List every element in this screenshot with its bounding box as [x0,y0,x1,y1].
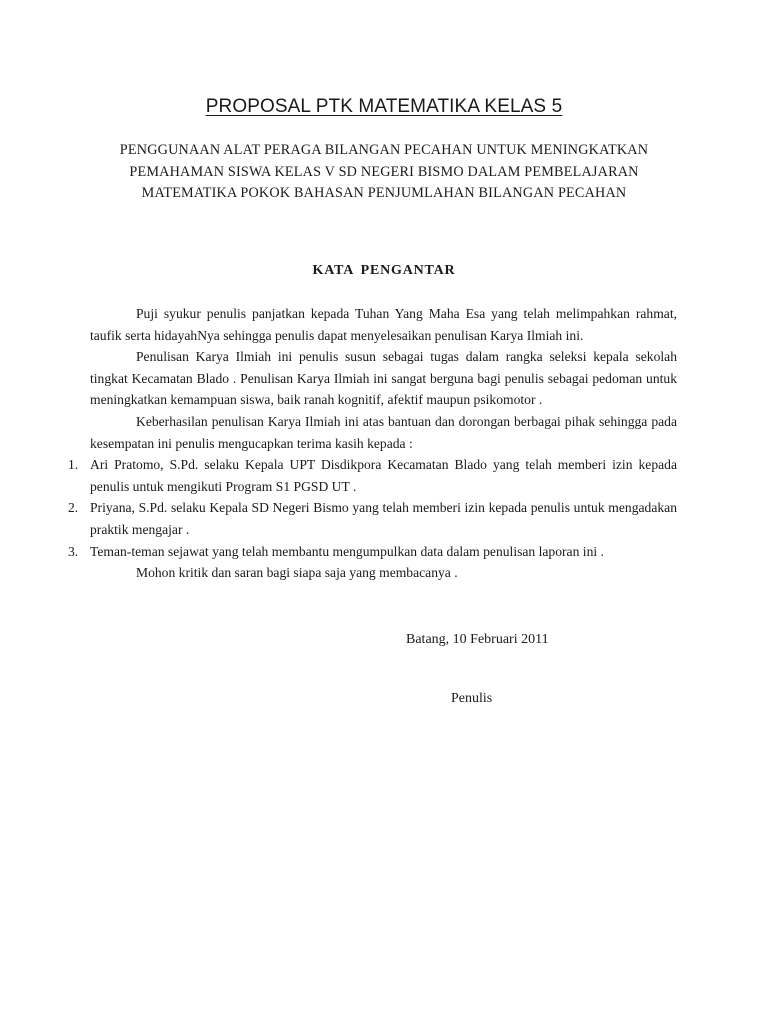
section-heading-kata-pengantar: KATA PENGANTAR [312,263,456,278]
list-item-text: Ari Pratomo, S.Pd. selaku Kepala UPT Disdikpora Kecamatan Blado yang telah memberi izin kepada penulis untuk mengikuti Program S1 PGSD UT . [90,457,677,494]
paragraph: Keberhasilan penulisan Karya Ilmiah ini atas bantuan dan dorongan berbagai pihak sehingga pada kesempatan ini penulis mengucapkan terima kasih kepada : [90,413,677,451]
list-number: 1. [68,457,79,473]
thanks-list-item [68,497,677,540]
list-item-text: Teman-teman sejawat yang telah membantu mengumpulkan data dalam penulisan laporan ini . [90,543,604,559]
signature-label: Penulis [451,691,493,706]
list-number: 3. [68,543,79,559]
closing-remark: Mohon kritik dan saran bagi siapa saja yang membacanya . [136,565,458,581]
paragraph: Penulisan Karya Ilmiah ini penulis susun sebagai tugas dalam rangka seleksi kepala sekolah tingkat Kecamatan Blado . Penulisan Karya Ilmiah ini sangat berguna bagi penulis sebagai pedoman untuk meningkatkan kemampuan siswa, baik ranah kognitif, afektif maupun psikomotor . [90,349,677,408]
document-title: PROPOSAL PTK MATEMATIKA KELAS 5 [205,96,563,117]
subtitle-line: PENGGUNAAN ALAT PERAGA BILANGAN PECAHAN UNTUK MENINGKATKAN [119,142,649,158]
list-item-text: Priyana, S.Pd. selaku Kepala SD Negeri Bismo yang telah memberi izin kepada penulis untuk mengadakan praktik mengajar . [90,500,677,537]
subtitle-line: MATEMATIKA POKOK BAHASAN PENJUMLAHAN BILANGAN PECAHAN [141,185,627,201]
document-subtitle [60,140,708,205]
place-and-date: Batang, 10 Februari 2011 [406,632,549,647]
paragraph: Puji syukur penulis panjatkan kepada Tuhan Yang Maha Esa yang telah melimpahkan rahmat, taufik serta hidayahNya sehingga penulis dapat menyelesaikan penulisan Karya Ilmiah ini. [90,306,677,343]
foreword-body [68,303,677,584]
thanks-list-item [68,454,677,497]
thanks-list-item [68,541,677,563]
subtitle-line: PEMAHAMAN SISWA KELAS V SD NEGERI BISMO DALAM PEMBELAJARAN [129,163,639,180]
list-number: 2. [68,500,79,516]
thanks-list [68,454,677,562]
